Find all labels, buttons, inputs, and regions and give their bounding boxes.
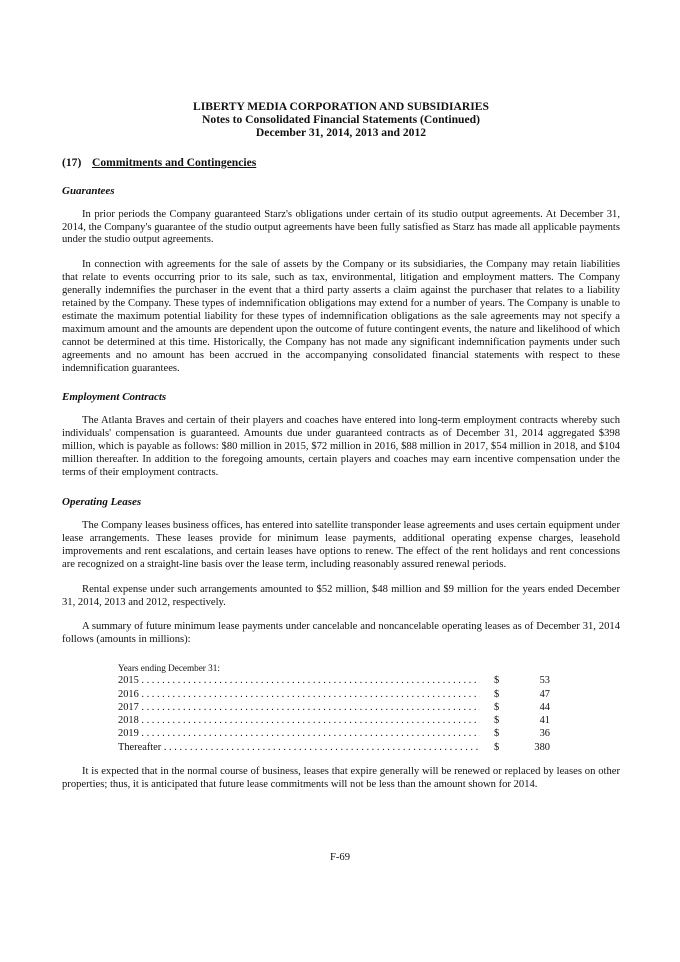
row-label: Thereafter . . .: [118, 741, 480, 754]
currency-symbol: $: [494, 715, 500, 727]
leases-paragraph-4: It is expected that in the normal course of business, leases that expire generally will be renewed or replaced by leases on other properties; thus, it is anticipated that future lease commitments will not be less than the amount shown for 2014.: [62, 766, 620, 790]
section-heading: [62, 156, 620, 169]
row-label: 2015 . . .: [118, 674, 480, 687]
row-value: 44: [539, 701, 550, 713]
row-value: 41: [539, 715, 550, 727]
table-row: [118, 727, 550, 740]
statement-period: December 31, 2014, 2013 and 2012: [255, 126, 427, 140]
leases-paragraph-2: Rental expense under such arrangements amounted to $52 million, $48 million and $9 million for the years ended December 31, 2014, 2013 and 2012, respectively.: [62, 583, 620, 608]
section-number: (17): [62, 155, 82, 169]
row-value: 47: [539, 688, 550, 700]
table-row: [118, 714, 550, 727]
leases-paragraph-3: A summary of future minimum lease payments under cancelable and noncancelable operating leases as of December 31, 2014 follows (amounts in millions):: [62, 621, 620, 646]
table-row: [118, 674, 550, 687]
row-label: 2017 . . .: [118, 701, 480, 714]
currency-symbol: $: [494, 741, 500, 753]
statement-subtitle: Notes to Consolidated Financial Statements (Continued): [202, 113, 480, 127]
table-row: [118, 701, 550, 714]
document-page: [62, 100, 620, 792]
row-label: 2016 . . .: [118, 688, 480, 701]
leases-paragraph-1: The Company leases business offices, has entered into satellite transponder lease agreements and uses certain equipment under lease arrangements. These leases provide for minimum lease payments, additional operating expense charges, leasehold improvements and rent escalations, and certain leases have options to renew. The effect of the rent holidays and rent concessions are recognized on a straight-line basis over the lease term, including reasonably assured renewal periods.: [62, 520, 620, 570]
currency-symbol: $: [494, 728, 500, 740]
company-name: LIBERTY MEDIA CORPORATION AND SUBSIDIARIES: [193, 100, 489, 113]
guarantees-paragraph-1: In prior periods the Company guaranteed Starz's obligations under certain of its studio output agreements. At December 31, 2014, the Company's guarantee of the studio output agreements have been fully satisfied as Starz has made all applicable payments under the studio output agreements.: [62, 208, 620, 246]
section-title: Commitments and Contingencies: [92, 155, 257, 169]
guarantees-heading: Guarantees: [62, 184, 115, 197]
table-caption: Years ending December 31:: [118, 663, 220, 674]
lease-payments-table: [118, 662, 550, 754]
employment-heading: Employment Contracts: [62, 391, 167, 404]
guarantees-paragraph-2: In connection with agreements for the sale of assets by the Company or its subsidiaries, the Company may retain liabilities that relate to events occurring prior to its sale, such as tax, environmental, litigation and employment matters. The Company generally indemnifies the purchaser in the event that a third party asserts a claim against the purchaser that relates to a liability retained by the Company. These types of indemnification obligations may extend for a number of years. The Company is unable to estimate the maximum potential liability for these types of indemnification obligations as the sale agreements may not specify a maximum amount and the amounts are dependent upon the outcome of future contingent events, the nature and likelihood of which cannot be determined at this time. Historically, the Company has not made any significant indemnification payments under such agreements and no amount has been accrued in the accompanying consolidated financial statements with respect to these indemnification guarantees.: [62, 259, 620, 374]
row-label: 2018 . . .: [118, 714, 480, 727]
row-value: 380: [534, 741, 550, 753]
row-label: 2019 . . .: [118, 727, 480, 740]
employment-paragraph-1: The Atlanta Braves and certain of their players and coaches have entered into long-term employment contracts whereby such individuals' compensation is guaranteed. Amounts due under guaranteed contracts as of December 31, 2014 aggregated $398 million, which is payable as follows: $80 million in 2015, $72 million in 2016, $88 million in 2017, $54 million in 2018, and $104 million thereafter. In addition to the foregoing amounts, certain players and coaches may earn incentive compensation under the terms of their employment contracts.: [62, 415, 620, 479]
table-row: [118, 688, 550, 701]
page-number: F-69: [329, 852, 350, 863]
currency-symbol: $: [494, 701, 500, 713]
currency-symbol: $: [494, 675, 500, 687]
row-value: 36: [539, 728, 550, 740]
row-value: 53: [539, 675, 550, 687]
currency-symbol: $: [494, 688, 500, 700]
table-row: [118, 741, 550, 754]
leases-heading: Operating Leases: [62, 496, 142, 509]
